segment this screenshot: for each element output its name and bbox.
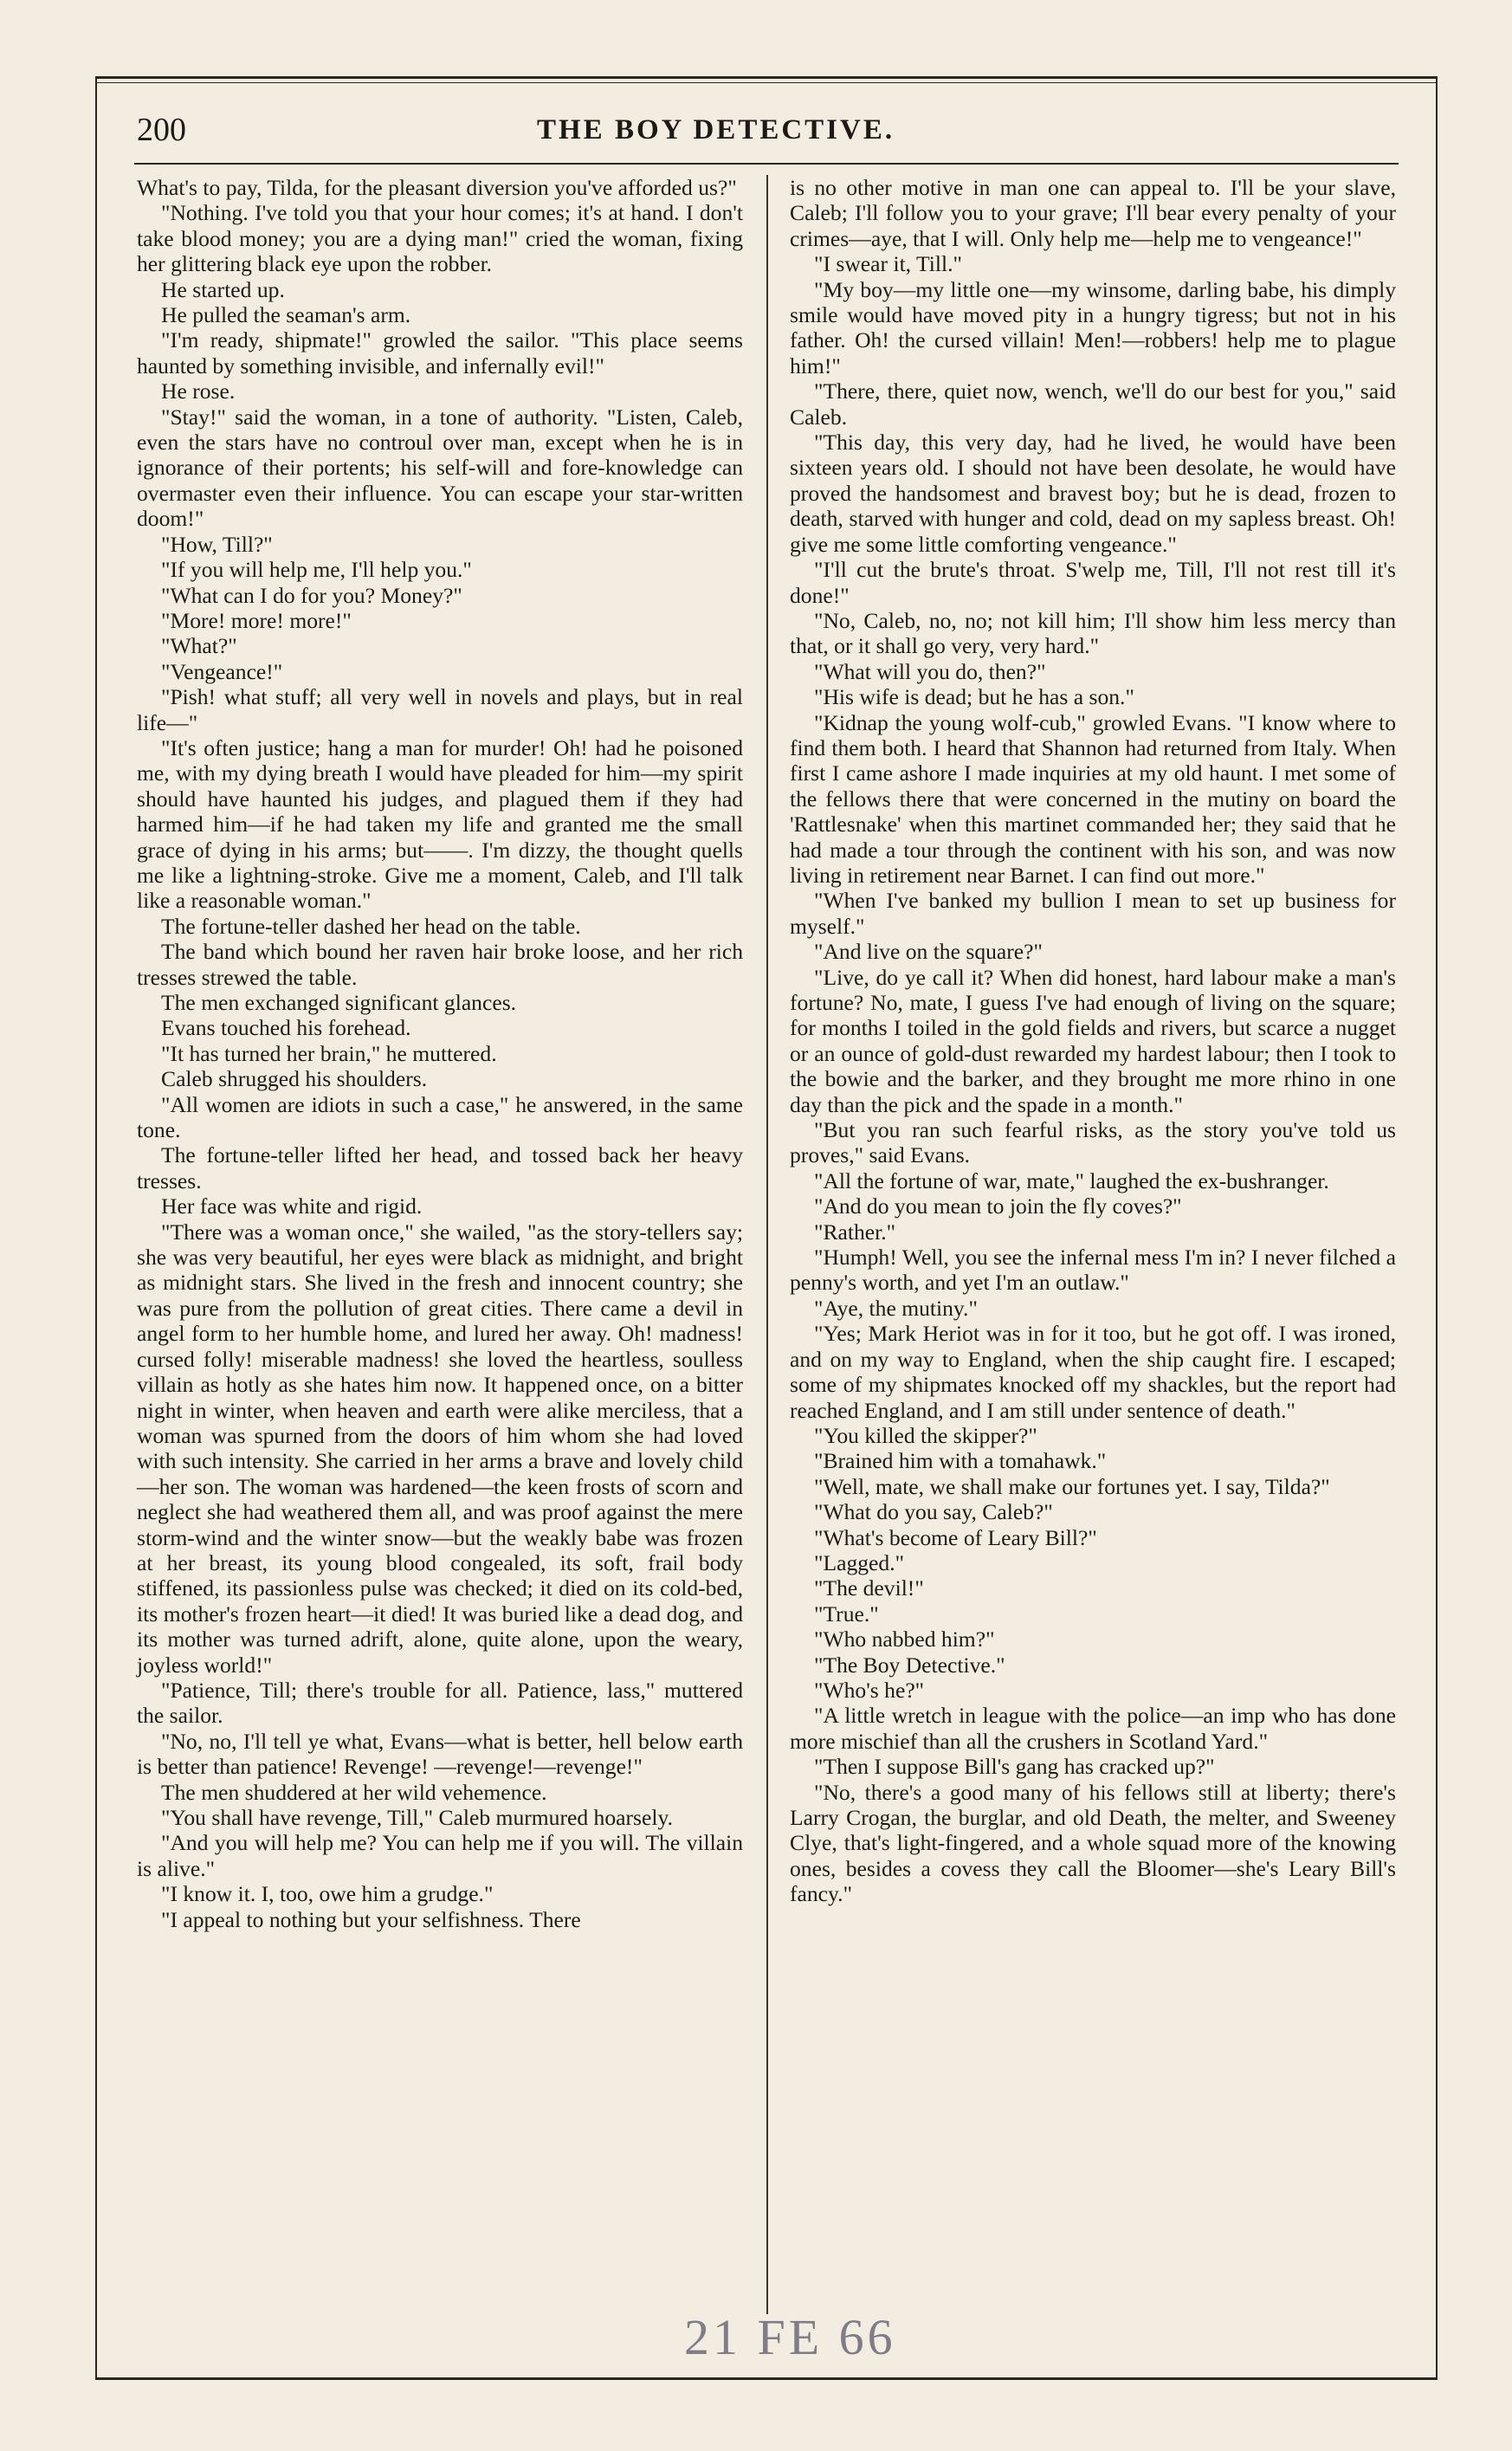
paragraph: "When I've banked my bullion I mean to set up business for myself." [790,888,1396,939]
paragraph: The men exchanged significant glances. [161,990,517,1015]
paragraph: "Who's he?" [814,1677,925,1703]
paragraph: He started up. [161,276,285,302]
paragraph: "You killed the skipper?" [814,1422,1037,1448]
paragraph: "And live on the square?" [814,939,1043,965]
column-divider [766,175,768,2314]
paragraph: "This day, this very day, had he lived, he would have been sixteen years old. I should not have been desolate, he would have proved the handsomest and bravest boy; but he is dead, frozen to death, starved with hunger and cold, dead on my sapless breast. Oh! give me some little comforting vengeance." [790,430,1396,557]
paragraph: "Rather." [814,1219,896,1245]
paragraph: He pulled the seaman's arm. [161,302,411,328]
paragraph: "All the fortune of war, mate," laughed the ex-bushranger. [814,1167,1329,1193]
top-border-rule-thin [95,82,1438,83]
paragraph: "Humph! Well, you see the infernal mess I'm in? I never filched a penny's worth, and yet I'm an outlaw." [790,1245,1396,1296]
paragraph: "My boy—my little one—my winsome, darling babe, his dimply smile would have moved pity in a hungry tigress; but not in his father. Oh! the cursed villain! Men!—robbers! help me to plague him!" [790,276,1396,378]
paragraph: "Kidnap the young wolf-cub," growled Evans. "I know where to find them both. I heard that Shannon had returned from Italy. When first I came ashore I made inquiries at my old haunt. I met some of the fellows there that were concerned in the mutiny on board the 'Rattlesnake' when this martinet commanded her; they said that he had made a tour through the continent with his son, and was now living in retirement near Barnet. I can find out more." [790,709,1396,888]
paragraph: "Patience, Till; there's trouble for all. Patience, lass," muttered the sailor. [137,1677,743,1729]
left-column [137,175,743,1932]
paragraph: "Aye, the mutiny." [814,1295,978,1321]
paragraph: What's to pay, Tilda, for the pleasant diversion you've afforded us?" [137,175,737,200]
paragraph: "No, there's a good many of his fellows still at liberty; there's Larry Crogan, the burglar, and old Death, the melter, and Sweeney Clye, that's light-fingered, and a whole squad more of the knowing ones, besides a covess they call the Bloomer—she's Leary Bill's fancy." [790,1779,1396,1907]
paragraph: "You shall have revenge, Till," Caleb murmured hoarsely. [161,1805,673,1830]
paragraph: "But you ran such fearful risks, as the story you've told us proves," said Evans. [790,1117,1396,1168]
paragraph: "Vengeance!" [161,658,283,684]
paragraph: "Pish! what stuff; all very well in novels and plays, but in real life—" [137,684,743,735]
paragraph: "I'm ready, shipmate!" growled the sailor. "This place seems haunted by something invisible, and infernally evil!" [137,327,743,378]
paragraph: "No, no, I'll tell ye what, Evans—what is better, hell below earth is better than patience! Revenge! —revenge!—revenge!" [137,1728,743,1780]
paragraph: "Stay!" said the woman, in a tone of authority. "Listen, Caleb, even the stars have no controul over man, except when he is in ignorance of their portents; his self-will and fore-knowledge can overmaster even their influence. You can escape your star-written doom!" [137,404,743,532]
right-border [1436,76,1438,2380]
paragraph: Evans touched his forehead. [161,1015,411,1041]
paragraph: "More! more! more!" [161,607,352,633]
paragraph: The men shuddered at her wild vehemence. [161,1779,547,1805]
paragraph: The fortune-teller dashed her head on the table. [161,913,581,939]
paragraph: "All women are idiots in such a case," he answered, in the same tone. [137,1091,743,1143]
header-rule [134,163,1399,165]
paragraph: "Nothing. I've told you that your hour comes; it's at hand. I don't take blood money; you are a dying man!" cried the woman, fixing her glittering black eye upon the robber. [137,200,743,277]
paragraph: "I know it. I, too, owe him a grudge." [161,1881,494,1907]
paragraph: "It's often justice; hang a man for murder! Oh! had he poisoned me, with my dying breath I would have pleaded for him—my spirit should have haunted his judges, and plagued them if they had harmed him—if he had taken my life and granted me the small grace of dying in his arms; but——. I'm dizzy, the thought quells me like a lightning-stroke. Give me a moment, Caleb, and I'll talk like a reasonable woman." [137,734,743,914]
paragraph: "Live, do ye call it? When did honest, hard labour make a man's fortune? No, mate, I guess I've had enough of living on the square; for months I toiled in the gold fields and rivers, but scarce a nugget or an ounce of gold-dust rewarded my hardest labour; then I took to the bowie and the barker, and they brought me more rhino in one day than the pick and the spade in a month." [790,964,1396,1117]
paragraph: "Lagged." [814,1549,905,1575]
paragraph: "I appeal to nothing but your selfishness. There [161,1906,581,1932]
paragraph: He rose. [161,378,236,404]
paragraph: "I swear it, Till." [814,251,962,277]
paragraph: The fortune-teller lifted her head, and tossed back her heavy tresses. [137,1142,743,1193]
paragraph: "What can I do for you? Money?" [161,582,462,608]
right-column [790,175,1396,1907]
left-border [95,76,97,2380]
paragraph: "How, Till?" [161,531,273,557]
paragraph: "Well, mate, we shall make our fortunes yet. I say, Tilda?" [814,1473,1330,1499]
paragraph: "What do you say, Caleb?" [814,1499,1053,1525]
page-number: 200 [137,112,186,148]
paragraph: "If you will help me, I'll help you." [161,557,472,583]
paragraph: "What?" [161,633,237,659]
paragraph: "And you will help me? You can help me if you will. The villain is alive." [137,1830,743,1881]
paragraph: "What's become of Leary Bill?" [814,1524,1097,1550]
paragraph: "True." [814,1601,879,1626]
bottom-border-rule [95,2377,1438,2380]
paragraph: "Then I suppose Bill's gang has cracked up?" [814,1754,1215,1780]
paragraph: "His wife is dead; but he has a son." [814,684,1134,710]
top-border-rule [95,76,1438,79]
paragraph: Caleb shrugged his shoulders. [161,1066,428,1092]
paragraph: "And do you mean to join the fly coves?" [814,1193,1182,1219]
paragraph: "There, there, quiet now, wench, we'll do our best for you," said Caleb. [790,378,1396,430]
paragraph: "No, Caleb, no, no; not kill him; I'll show him less mercy than that, or it shall go very, very hard." [790,607,1396,659]
paragraph: "I'll cut the brute's throat. S'welp me, Till, I'll not rest till it's done!" [790,557,1396,608]
paragraph: "Brained him with a tomahawk." [814,1448,1107,1474]
paragraph: "The Boy Detective." [814,1652,1005,1678]
paragraph: "A little wretch in league with the police—an imp who has done more mischief than all the crushers in Scotland Yard." [790,1703,1396,1754]
paragraph: Her face was white and rigid. [161,1193,423,1219]
paragraph: "There was a woman once," she wailed, "as the story-tellers say; she was very beautiful, her eyes were black as midnight, and bright as midnight stars. She lived in the fresh and innocent country; she was pure from the pollution of great cities. There came a devil in angel form to her humble home, and lured her away. Oh! madness! cursed folly! miserable madness! she loved the heartless, soulless villain as hotly as she hates him now. It happened once, on a bitter night in winter, when heaven and earth were alike merciless, that a woman was spurned from the doors of him whom she had loved with such intensity. She carried in her arms a brave and lovely child—her son. The woman was hardened—the keen frosts of scorn and neglect she had weathered them all, and was proof against the mere storm-wind and the winter snow—but the weakly babe was frozen at her breast, its young blood congealed, its soft, frail body stiffened, its passionless pulse was checked; it died on its cold-bed, its mother's frozen heart—it died! It was buried like a dead dog, and its mother was turned adrift, alone, quite alone, upon the weary, joyless world!" [137,1219,743,1678]
paragraph: "What will you do, then?" [814,658,1046,684]
running-title: THE BOY DETECTIVE. [537,114,895,146]
paragraph: is no other motive in man one can appeal to. I'll be your slave, Caleb; I'll follow you to your grave; I'll bear every penalty of your crimes—aye, that I will. Only help me—help me to vengeance!" [790,175,1396,251]
paragraph: "It has turned her brain," he muttered. [161,1040,497,1066]
paragraph: "The devil!" [814,1575,924,1601]
paragraph: "Yes; Mark Heriot was in for it too, but he got off. I was ironed, and on my way to England, when the ship caught fire. I escaped; some of my shipmates knocked off my shackles, but the report had reached England, and I am still under sentence of death." [790,1321,1396,1423]
paragraph: The band which bound her raven hair broke loose, and her rich tresses strewed the table. [137,939,743,990]
paragraph: "Who nabbed him?" [814,1626,995,1652]
date-stamp: 21 FE 66 [684,2309,896,2365]
